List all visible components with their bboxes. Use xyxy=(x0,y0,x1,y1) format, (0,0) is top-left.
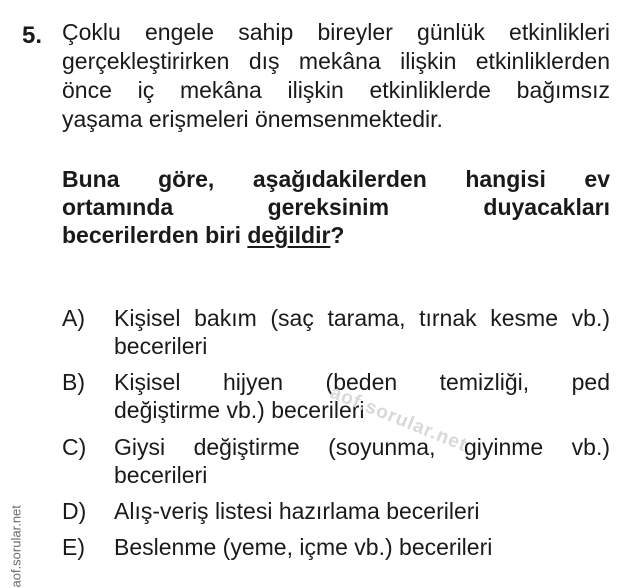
question-number: 5. xyxy=(22,22,43,49)
prompt-emphasis: değildir xyxy=(247,222,331,248)
prompt-line xyxy=(62,221,610,249)
option-line: Beslenme (yeme, içme vb.) becerileri xyxy=(114,534,493,560)
option-text xyxy=(114,433,610,489)
stem-line: yaşama erişmeleri önemsenmektedir. xyxy=(62,106,443,132)
option-line: Kişisel hijyen (beden temizliği, ped xyxy=(114,369,610,395)
question-prompt xyxy=(62,165,610,249)
option-letter: B) xyxy=(62,369,85,395)
watermark: aof.sorular.net xyxy=(327,382,471,457)
stem-line: önce iç mekâna ilişkin etkinliklerde bağımsız xyxy=(62,77,610,103)
question-stem xyxy=(62,18,610,134)
option-letter: A) xyxy=(62,305,85,331)
option-line: becerileri xyxy=(114,462,208,488)
option-text xyxy=(114,497,610,525)
option-e[interactable] xyxy=(62,533,610,561)
stem-line: Çoklu engele sahip bireyler günlük etkinlikleri xyxy=(62,19,610,45)
option-letter: D) xyxy=(62,498,87,524)
option-line: Kişisel bakım (saç tarama, tırnak kesme vb.) xyxy=(114,305,610,331)
option-letter: E) xyxy=(62,534,85,560)
option-line: becerileri xyxy=(114,333,208,359)
option-d[interactable] xyxy=(62,497,610,525)
option-line: değiştirme vb.) becerileri xyxy=(114,397,365,423)
prompt-question-mark: ? xyxy=(330,222,345,248)
option-text xyxy=(114,533,610,561)
option-text xyxy=(114,304,610,360)
option-c[interactable] xyxy=(62,433,610,489)
prompt-line: Buna göre, aşağıdakilerden hangisi ev xyxy=(62,166,610,192)
side-site-label: aof.sorular.net xyxy=(8,505,24,588)
option-line: Giysi değiştirme (soyunma, giyinme vb.) xyxy=(114,434,610,460)
option-a[interactable] xyxy=(62,304,610,360)
prompt-line: ortamında gereksinim duyacakları xyxy=(62,194,610,220)
option-line: Alış-veriş listesi hazırlama becerileri xyxy=(114,498,480,524)
stem-line: gerçekleştirirken dış mekâna ilişkin etkinliklerden xyxy=(62,48,610,74)
prompt-text: becerilerden biri xyxy=(62,222,248,248)
option-letter: C) xyxy=(62,434,87,460)
